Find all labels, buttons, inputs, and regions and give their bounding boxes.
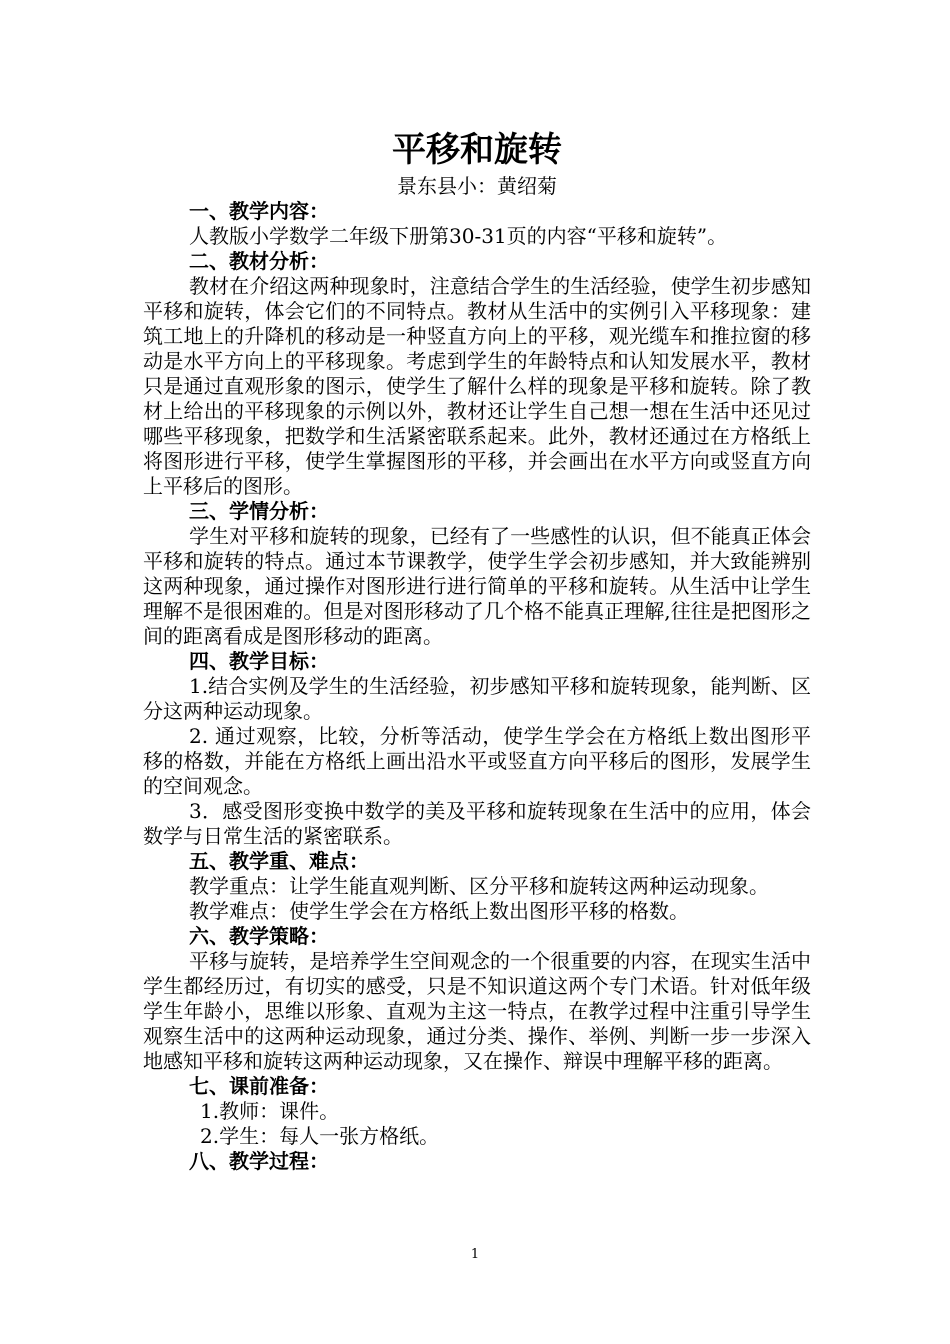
difficulty-paragraph: 教学难点：使学生学会在方格纸上数出图形平移的格数。 bbox=[189, 899, 689, 923]
page-title: 平移和旋转 bbox=[392, 130, 562, 170]
section-heading-preparation: 七、课前准备： bbox=[189, 1074, 329, 1098]
preparation-item: 2.学生：每人一张方格纸。 bbox=[200, 1124, 440, 1148]
section-heading-key-points: 五、教学重、难点： bbox=[189, 849, 369, 873]
section-heading-process: 八、教学过程： bbox=[189, 1149, 329, 1173]
objective-paragraph: 2. 通过观察，比较，分析等活动，使学生学会在方格纸上数出图形平移的格数，并能在方格纸上画出沿水平或竖直方向平移后的图形，发展学生的空间观念。 bbox=[143, 724, 811, 798]
page-content bbox=[143, 128, 811, 1174]
objective-paragraph: 1.结合实例及学生的生活经验，初步感知平移和旋转现象，能判断、区分这两种运动现象。 bbox=[143, 674, 811, 723]
author-line: 景东县小：黄绍菊 bbox=[397, 174, 557, 198]
section-heading-student-analysis: 三、学情分析： bbox=[189, 499, 329, 523]
objective-paragraph: 3．感受图形变换中数学的美及平移和旋转现象在生活中的应用，体会数学与日常生活的紧密联系。 bbox=[143, 799, 811, 848]
section-paragraph: 学生对平移和旋转的现象，已经有了一些感性的认识，但不能真正体会平移和旋转的特点。通过本节课教学，使学生学会初步感知，并大致能辨别这两种现象，通过操作对图形进行进行简单的平移和旋转。从生活中让学生理解不是很困难的。但是对图形移动了几个格不能真正理解,往往是把图形之间的距离看成是图形移动的距离。 bbox=[143, 524, 811, 648]
preparation-item: 1.教师：课件。 bbox=[200, 1099, 340, 1123]
page-number: 1 bbox=[470, 1247, 480, 1262]
section-paragraph: 人教版小学数学二年级下册第30-31页的内容“平移和旋转”。 bbox=[189, 224, 728, 248]
section-heading-content: 一、教学内容： bbox=[189, 199, 329, 223]
section-heading-material-analysis: 二、教材分析： bbox=[189, 249, 329, 273]
section-heading-objectives: 四、教学目标： bbox=[189, 649, 329, 673]
section-paragraph: 平移与旋转，是培养学生空间观念的一个很重要的内容，在现实生活中学生都经历过，有切实的感受，只是不知识道这两个专门术语。针对低年级学生年龄小，思维以形象、直观为主这一特点，在教学过程中注重引导学生观察生活中的这两种运动现象，通过分类、操作、举例、判断一步一步深入地感知平移和旋转这两种运动现象，又在操作、辩误中理解平移的距离。 bbox=[143, 949, 811, 1073]
key-point-paragraph: 教学重点：让学生能直观判断、区分平移和旋转这两种运动现象。 bbox=[189, 874, 769, 898]
section-heading-strategy: 六、教学策略： bbox=[189, 924, 329, 948]
section-paragraph: 教材在介绍这两种现象时，注意结合学生的生活经验，使学生初步感知平移和旋转，体会它们的不同特点。教材从生活中的实例引入平移现象：建筑工地上的升降机的移动是一种竖直方向上的平移，观光缆车和推拉窗的移动是水平方向上的平移现象。考虑到学生的年龄特点和认知发展水平，教材只是通过直观形象的图示，使学生了解什么样的现象是平移和旋转。除了教材上给出的平移现象的示例以外，教材还让学生自己想一想在生活中还见过哪些平移现象，把数学和生活紧密联系起来。此外，教材还通过在方格纸上将图形进行平移，使学生掌握图形的平移，并会画出在水平方向或竖直方向上平移后的图形。 bbox=[143, 274, 811, 498]
